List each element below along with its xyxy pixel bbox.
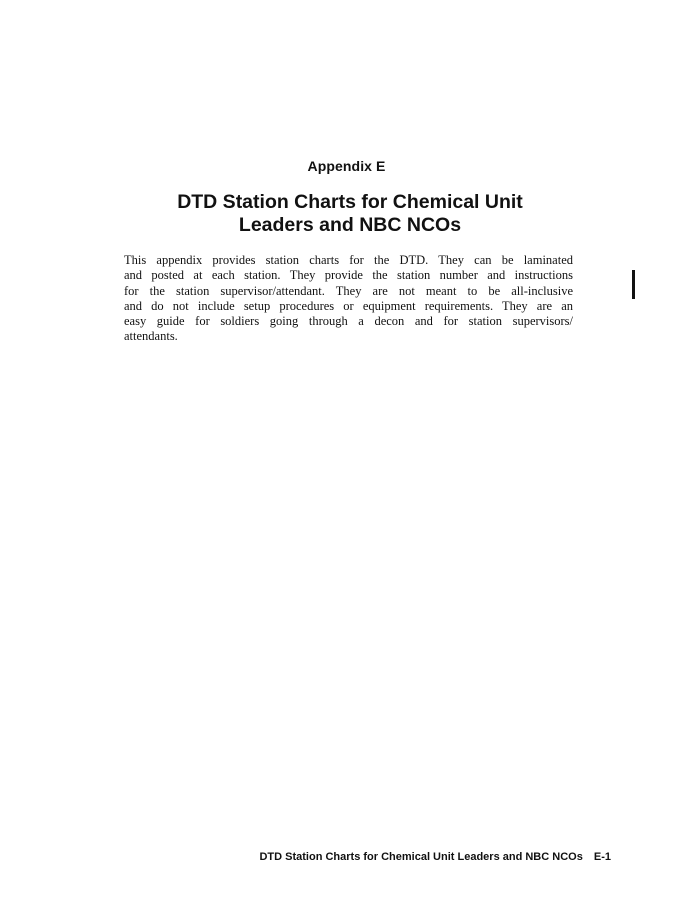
page-title	[120, 191, 580, 237]
paragraph-line: This appendix provides station charts for the DTD. They can be laminated	[124, 253, 573, 267]
appendix-label: Appendix E	[307, 158, 386, 174]
page-footer	[259, 851, 611, 863]
intro-paragraph	[124, 253, 573, 345]
page-title-line-1: DTD Station Charts for Chemical Unit	[177, 191, 523, 213]
paragraph-line: attendants.	[124, 329, 178, 344]
paragraph-line: and posted at each station. They provide the station number and instructions	[124, 268, 573, 283]
page-number: E-1	[593, 851, 611, 863]
paragraph-line: easy guide for soldiers going through a decon and for station supervisors/	[124, 314, 573, 329]
revision-change-bar	[632, 270, 635, 299]
page-title-line-2: Leaders and NBC NCOs	[238, 214, 462, 236]
footer-running-title: DTD Station Charts for Chemical Unit Leaders and NBC NCOs	[259, 851, 583, 863]
paragraph-line: for the station supervisor/attendant. They are not meant to be all-inclusive	[124, 283, 573, 298]
paragraph-line: and do not include setup procedures or equipment requirements. They are an	[124, 298, 573, 313]
